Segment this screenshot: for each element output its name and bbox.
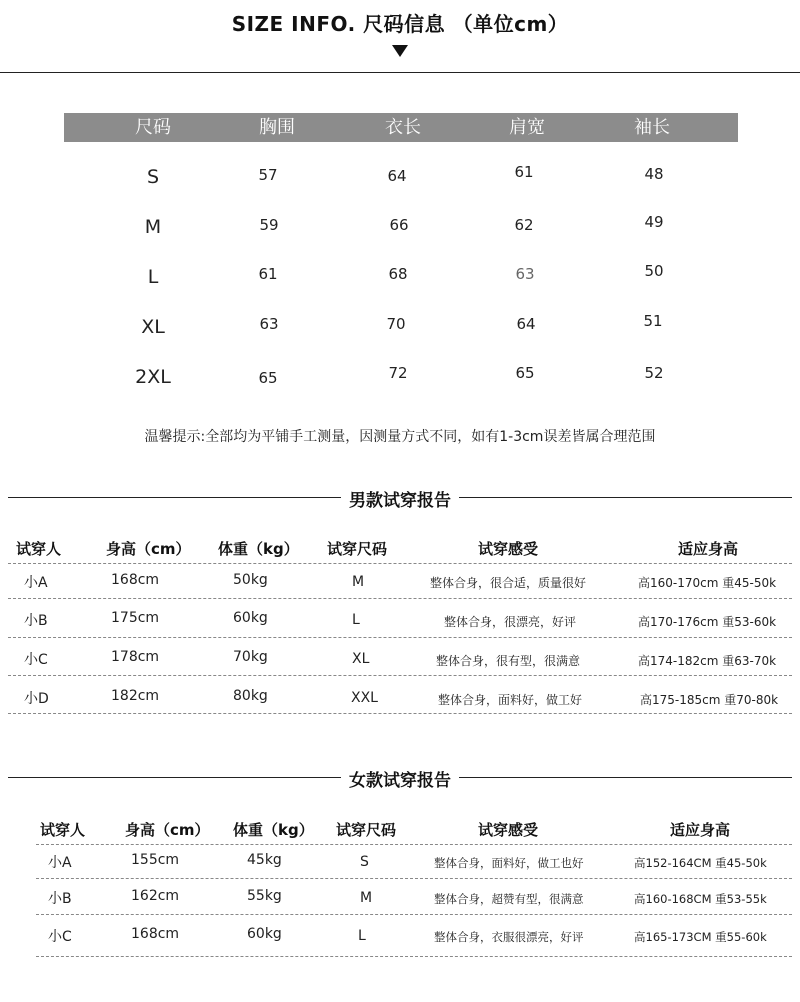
tester-cell: 小D — [24, 691, 49, 707]
height-cell: 162cm — [131, 888, 180, 904]
row-divider — [8, 713, 792, 714]
weight-column-header: 体重（kg） — [233, 821, 314, 839]
tried-size-cell: XXL — [351, 690, 378, 706]
measurement-note: 温馨提示:全部均为平铺手工测量，因测量方式不同，如有1-3cm误差皆属合理范围 — [144, 429, 656, 445]
men-report-title: 男款试穿报告 — [341, 486, 459, 511]
feedback-cell: 整体合身，超赞有型，很满意 — [434, 892, 584, 906]
fit-height-cell: 高170-176cm 重53-60k — [638, 615, 777, 629]
chest-cell: 57 — [258, 166, 278, 184]
sleeve-cell: 50 — [644, 262, 664, 280]
tried-size-cell: S — [360, 854, 369, 870]
row-divider — [36, 956, 792, 957]
height-cell: 182cm — [111, 688, 160, 704]
fit-height-column-header: 适应身高 — [670, 821, 731, 839]
length-cell: 64 — [387, 167, 407, 185]
tried-size-column-header: 试穿尺码 — [336, 821, 397, 839]
chest-cell: 63 — [259, 315, 279, 333]
row-divider — [8, 563, 792, 564]
tester-cell: 小B — [24, 613, 48, 629]
shoulder-cell: 61 — [514, 163, 534, 181]
tester-column-header: 试穿人 — [40, 821, 86, 839]
tried-size-cell: L — [358, 928, 366, 944]
fit-height-cell: 高152-164CM 重45-50k — [634, 856, 767, 870]
feedback-cell: 整体合身，很有型，很满意 — [436, 654, 581, 668]
tried-size-cell: M — [352, 574, 365, 590]
shoulder-cell: 64 — [516, 315, 536, 333]
tester-cell: 小A — [24, 575, 48, 591]
feedback-cell: 整体合身，面料好，做工也好 — [434, 856, 584, 870]
row-divider — [8, 598, 792, 599]
fit-height-column-header: 适应身高 — [678, 540, 739, 558]
feedback-cell: 整体合身，面料好，做工好 — [438, 693, 583, 707]
height-column-header: 身高（cm） — [106, 540, 191, 558]
tester-cell: 小C — [48, 929, 72, 945]
fit-height-cell: 高165-173CM 重55-60k — [634, 930, 767, 944]
length-cell: 72 — [388, 364, 408, 382]
tester-cell: 小C — [24, 652, 48, 668]
fit-height-cell: 高174-182cm 重63-70k — [638, 654, 777, 668]
feedback-cell: 整体合身，很合适，质量很好 — [430, 576, 587, 590]
sleeve-cell: 48 — [644, 165, 664, 183]
tester-cell: 小B — [48, 891, 72, 907]
chest-cell: 65 — [258, 369, 278, 387]
height-cell: 168cm — [131, 926, 180, 942]
row-divider — [36, 844, 792, 845]
length-cell: 70 — [386, 315, 406, 333]
tried-size-cell: L — [352, 612, 360, 628]
down-arrow-icon — [392, 45, 408, 57]
title-divider — [0, 72, 800, 73]
women-report-title: 女款试穿报告 — [341, 766, 459, 791]
weight-cell: 60kg — [233, 610, 268, 626]
size-cell: L — [147, 266, 159, 288]
feedback-column-header: 试穿感受 — [478, 540, 539, 558]
shoulder-cell: 63 — [515, 265, 535, 283]
size-cell: M — [144, 216, 162, 238]
row-divider — [8, 675, 792, 676]
size-cell: XL — [141, 316, 165, 338]
sleeve-cell: 51 — [643, 312, 663, 330]
length-cell: 68 — [388, 265, 408, 283]
chest-column-header: 胸围 — [259, 117, 295, 138]
weight-cell: 55kg — [247, 888, 282, 904]
tried-size-cell: M — [360, 890, 373, 906]
chest-cell: 59 — [259, 216, 279, 234]
feedback-cell: 整体合身，衣服很漂亮，好评 — [434, 930, 584, 944]
weight-column-header: 体重（kg） — [218, 540, 299, 558]
feedback-column-header: 试穿感受 — [478, 821, 539, 839]
tried-size-column-header: 试穿尺码 — [327, 540, 388, 558]
row-divider — [36, 914, 792, 915]
row-divider — [8, 637, 792, 638]
feedback-cell: 整体合身，很漂亮，好评 — [444, 615, 577, 629]
weight-cell: 80kg — [233, 688, 268, 704]
height-cell: 178cm — [111, 649, 160, 665]
tester-cell: 小A — [48, 855, 72, 871]
size-column-header: 尺码 — [135, 117, 171, 138]
page-title: SIZE INFO. 尺码信息 （单位cm） — [231, 12, 569, 36]
shoulder-cell: 62 — [514, 216, 534, 234]
size-cell: 2XL — [135, 366, 171, 388]
row-divider — [36, 878, 792, 879]
sleeve-cell: 52 — [644, 364, 664, 382]
weight-cell: 70kg — [233, 649, 268, 665]
height-column-header: 身高（cm） — [125, 821, 210, 839]
fit-height-cell: 高160-168CM 重53-55k — [634, 892, 767, 906]
tried-size-cell: XL — [352, 651, 370, 667]
weight-cell: 45kg — [247, 852, 282, 868]
shoulder-cell: 65 — [515, 364, 535, 382]
height-cell: 155cm — [131, 852, 180, 868]
chest-cell: 61 — [258, 265, 278, 283]
fit-height-cell: 高160-170cm 重45-50k — [638, 576, 777, 590]
sleeve-cell: 49 — [644, 213, 664, 231]
weight-cell: 50kg — [233, 572, 268, 588]
length-column-header: 衣长 — [385, 117, 421, 138]
length-cell: 66 — [389, 216, 409, 234]
weight-cell: 60kg — [247, 926, 282, 942]
shoulder-column-header: 肩宽 — [509, 117, 545, 138]
sleeve-column-header: 袖长 — [634, 117, 670, 138]
height-cell: 175cm — [111, 610, 160, 626]
tester-column-header: 试穿人 — [16, 540, 62, 558]
height-cell: 168cm — [111, 572, 160, 588]
fit-height-cell: 高175-185cm 重70-80k — [640, 693, 779, 707]
size-cell: S — [146, 166, 160, 188]
